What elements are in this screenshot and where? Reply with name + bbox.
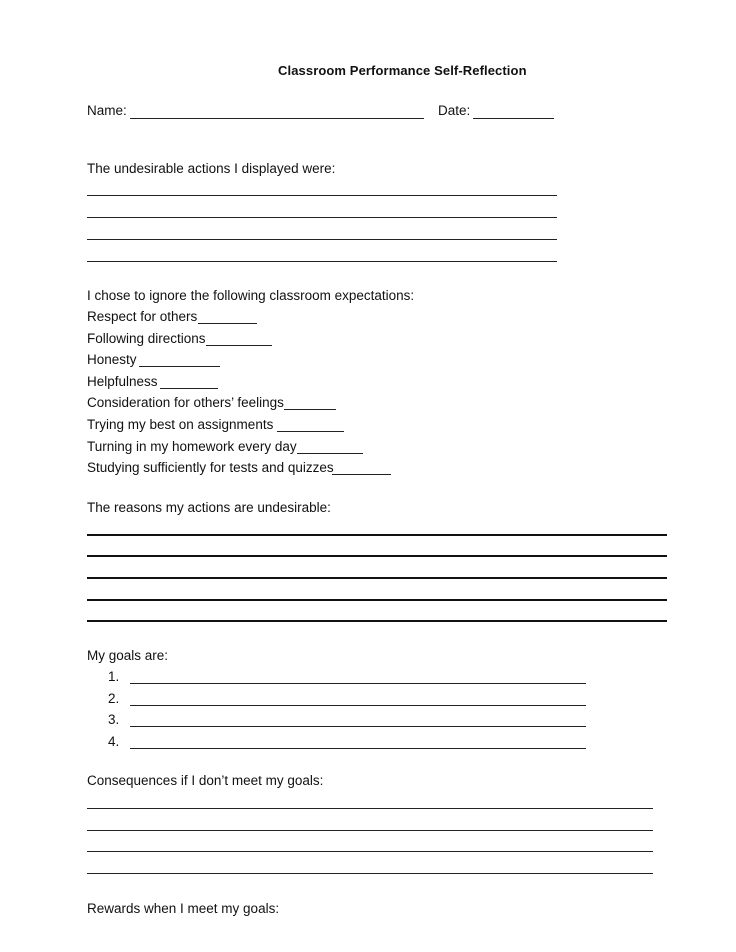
undesirable-actions-line-3[interactable] bbox=[87, 239, 557, 240]
name-label: Name: bbox=[87, 103, 127, 118]
expectation-item-blank[interactable] bbox=[206, 345, 272, 346]
rewards-prompt: Rewards when I meet my goals: bbox=[87, 901, 280, 916]
date-field[interactable] bbox=[473, 118, 554, 119]
consequences-line-1[interactable] bbox=[87, 808, 653, 809]
goal-number: 1. bbox=[108, 669, 120, 684]
goal-line-4[interactable] bbox=[130, 748, 586, 749]
reasons-line-3[interactable] bbox=[87, 577, 667, 579]
undesirable-actions-line-1[interactable] bbox=[87, 195, 557, 196]
page-title: Classroom Performance Self-Reflection bbox=[278, 63, 527, 78]
expectation-item-blank[interactable] bbox=[277, 431, 344, 432]
expectations-prompt: I chose to ignore the following classroom expectations: bbox=[87, 288, 415, 303]
reasons-line-4[interactable] bbox=[87, 599, 667, 601]
expectation-item-label: Following directions bbox=[87, 331, 206, 346]
consequences-prompt: Consequences if I don’t meet my goals: bbox=[87, 773, 324, 788]
expectation-item-label: Respect for others bbox=[87, 309, 198, 324]
date-label: Date: bbox=[438, 103, 471, 118]
consequences-line-3[interactable] bbox=[87, 851, 653, 852]
expectation-item-label: Honesty bbox=[87, 352, 137, 367]
goal-line-3[interactable] bbox=[130, 726, 586, 727]
expectation-item-label: Studying sufficiently for tests and quizzes bbox=[87, 460, 334, 475]
goal-line-1[interactable] bbox=[130, 683, 586, 684]
undesirable-actions-line-4[interactable] bbox=[87, 261, 557, 262]
consequences-line-4[interactable] bbox=[87, 873, 653, 874]
expectation-item-blank[interactable] bbox=[139, 366, 220, 367]
reasons-prompt: The reasons my actions are undesirable: bbox=[87, 500, 331, 515]
expectation-item-blank[interactable] bbox=[297, 453, 363, 454]
consequences-line-2[interactable] bbox=[87, 830, 653, 831]
reasons-line-1[interactable] bbox=[87, 534, 667, 536]
goal-number: 3. bbox=[108, 712, 120, 727]
expectation-item-label: Trying my best on assignments bbox=[87, 417, 274, 432]
reasons-line-5[interactable] bbox=[87, 620, 667, 622]
expectation-item-blank[interactable] bbox=[160, 388, 218, 389]
expectation-item-blank[interactable] bbox=[284, 409, 336, 410]
goals-prompt: My goals are: bbox=[87, 648, 169, 663]
undesirable-actions-line-2[interactable] bbox=[87, 217, 557, 218]
expectation-item-label: Helpfulness bbox=[87, 374, 158, 389]
goal-number: 2. bbox=[108, 691, 120, 706]
name-field[interactable] bbox=[130, 118, 424, 119]
goal-line-2[interactable] bbox=[130, 705, 586, 706]
reasons-line-2[interactable] bbox=[87, 555, 667, 557]
expectation-item-label: Consideration for others’ feelings bbox=[87, 395, 284, 410]
undesirable-actions-prompt: The undesirable actions I displayed were: bbox=[87, 161, 336, 176]
expectation-item-blank[interactable] bbox=[198, 323, 257, 324]
expectation-item-label: Turning in my homework every day bbox=[87, 439, 297, 454]
goal-number: 4. bbox=[108, 734, 120, 749]
expectation-item-blank[interactable] bbox=[332, 474, 391, 475]
